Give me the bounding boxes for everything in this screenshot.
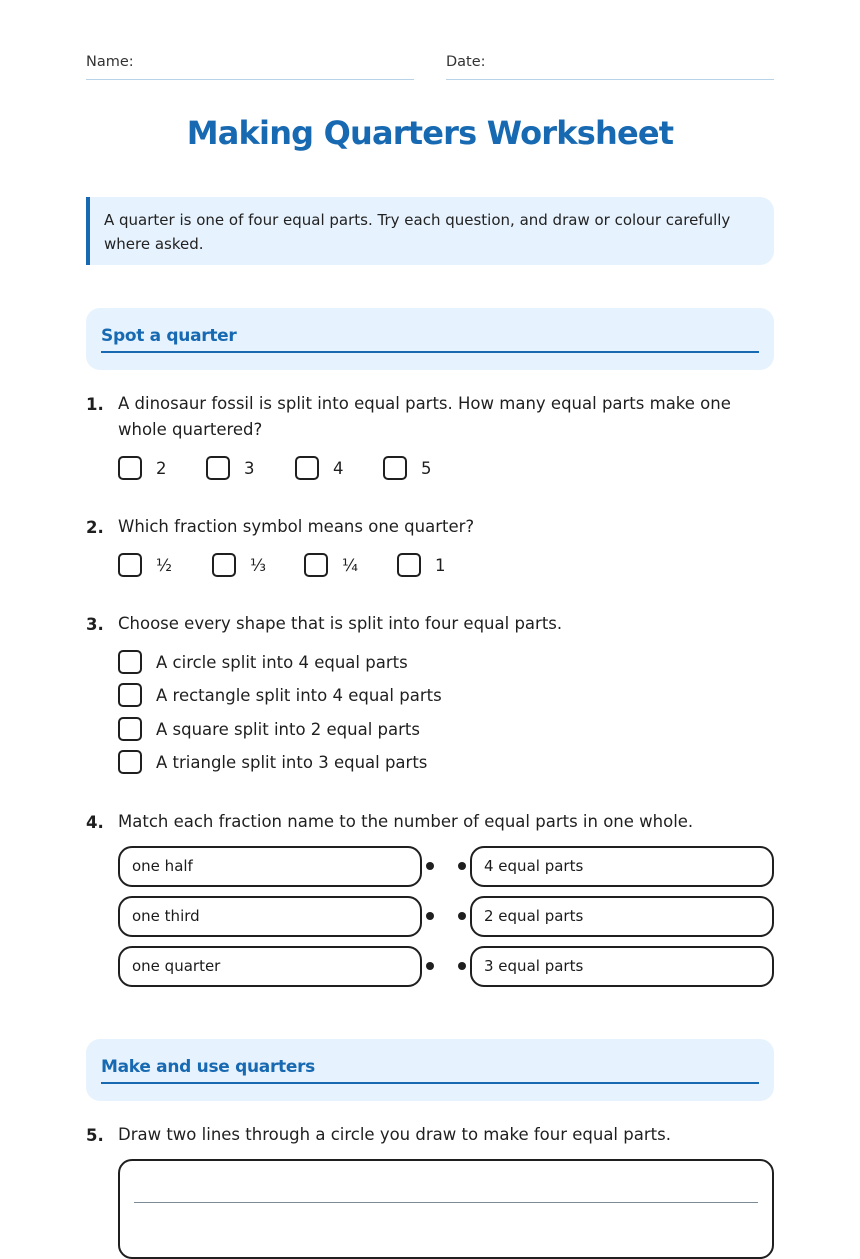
- checkbox[interactable]: [118, 750, 142, 774]
- choice-label: A triangle split into 3 equal parts: [156, 753, 428, 772]
- match-right-item[interactable]: 2 equal parts: [470, 896, 774, 937]
- checkbox[interactable]: [118, 553, 142, 577]
- checkbox[interactable]: [212, 553, 236, 577]
- checkbox[interactable]: [383, 456, 407, 480]
- checkbox[interactable]: [206, 456, 230, 480]
- question-3: [86, 611, 774, 781]
- match-dot[interactable]: [426, 962, 434, 970]
- question-text: Which fraction symbol means one quarter?: [118, 517, 475, 536]
- match-dot[interactable]: [426, 862, 434, 870]
- name-field[interactable]: [86, 54, 414, 80]
- intro-callout: A quarter is one of four equal parts. Try each question, and draw or colour carefully where asked.: [86, 197, 774, 265]
- choice-label: 3: [244, 459, 255, 478]
- question-number: 4.: [86, 813, 104, 832]
- date-field[interactable]: [446, 54, 774, 80]
- name-label: Name:: [86, 54, 134, 70]
- answer-line: [134, 1202, 758, 1203]
- match-dot[interactable]: [458, 912, 466, 920]
- question-5: [86, 1122, 774, 1152]
- checkbox[interactable]: [118, 650, 142, 674]
- choice-label: A circle split into 4 equal parts: [156, 653, 408, 672]
- question-number: 3.: [86, 615, 104, 634]
- choice-label: 2: [156, 459, 167, 478]
- section-spot-a-quarter: [86, 308, 774, 370]
- checkbox[interactable]: [295, 456, 319, 480]
- match-right-item[interactable]: 3 equal parts: [470, 946, 774, 987]
- checkbox[interactable]: [118, 683, 142, 707]
- match-dot[interactable]: [426, 912, 434, 920]
- match-dot[interactable]: [458, 862, 466, 870]
- choice-label: A square split into 2 equal parts: [156, 720, 420, 739]
- question-number: 1.: [86, 395, 104, 414]
- choice-label: ½: [156, 556, 172, 575]
- drawing-answer-box[interactable]: [118, 1159, 774, 1259]
- choice-label: 1: [435, 556, 446, 575]
- question-1: [86, 391, 774, 486]
- name-date-row: [86, 54, 774, 80]
- checkbox[interactable]: [118, 717, 142, 741]
- choice-label: 5: [421, 459, 432, 478]
- choice-label: ⅓: [250, 556, 266, 575]
- question-4: [86, 809, 774, 839]
- match-left-item[interactable]: one third: [118, 896, 422, 937]
- section-make-and-use-quarters: [86, 1039, 774, 1101]
- checkbox[interactable]: [118, 456, 142, 480]
- match-left-item[interactable]: one quarter: [118, 946, 422, 987]
- question-text: Draw two lines through a circle you draw to make four equal parts.: [118, 1125, 671, 1144]
- question-2: [86, 514, 774, 584]
- checkbox[interactable]: [397, 553, 421, 577]
- question-text: Match each fraction name to the number of equal parts in one whole.: [118, 812, 694, 831]
- match-dot[interactable]: [458, 962, 466, 970]
- choice-label: A rectangle split into 4 equal parts: [156, 686, 442, 705]
- date-label: Date:: [446, 54, 486, 70]
- question-number: 5.: [86, 1126, 104, 1145]
- section-title: Make and use quarters: [101, 1039, 759, 1084]
- checkbox[interactable]: [304, 553, 328, 577]
- match-left-item[interactable]: one half: [118, 846, 422, 887]
- section-title: Spot a quarter: [101, 308, 759, 353]
- choice-label: 4: [333, 459, 344, 478]
- page-title: Making Quarters Worksheet: [186, 114, 674, 152]
- question-text: A dinosaur fossil is split into equal parts. How many equal parts make one whole quartered?: [118, 394, 731, 439]
- question-text: Choose every shape that is split into four equal parts.: [118, 614, 563, 633]
- question-number: 2.: [86, 518, 104, 537]
- match-right-item[interactable]: 4 equal parts: [470, 846, 774, 887]
- choice-label: ¼: [342, 556, 358, 575]
